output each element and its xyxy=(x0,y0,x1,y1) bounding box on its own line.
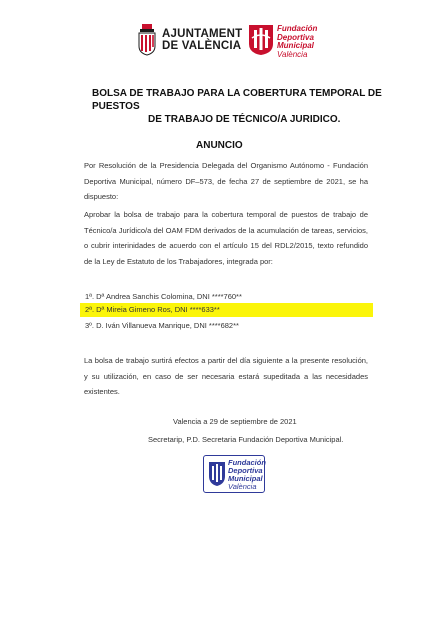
title-line-2: DE TRABAJO DE TÉCNICO/A JURIDICO. xyxy=(148,114,341,125)
stamp-line-3: Municipal xyxy=(228,474,263,483)
fdm-line-4: València xyxy=(277,49,308,59)
valencia-coat-of-arms-icon xyxy=(136,24,158,56)
document-date: Valencia a 29 de septiembre de 2021 xyxy=(173,417,297,426)
intro-paragraph: Por Resolución de la Presidencia Delegada del Organismo Autónomo - Fundación Deportiva Municipal, número DF–573, de fecha 27 de septiembre de 2021, se ha dispuesto: xyxy=(84,161,368,201)
anuncio-heading: ANUNCIO xyxy=(196,140,243,151)
fdm-line-1: Fundación xyxy=(277,24,318,33)
ajuntament-logo xyxy=(136,23,243,57)
ajuntament-line-1: AJUNTAMENT xyxy=(162,28,243,40)
list-item: 3º. D. Iván Villanueva Manrique, DNI ****682** xyxy=(85,321,239,330)
fdm-line-3: Municipal xyxy=(277,41,314,51)
fdm-stamp-emblem-icon xyxy=(208,461,226,487)
signatory-line: Secretarip, P.D. Secretaria Fundación Deportiva Municipal. xyxy=(148,435,344,444)
stamp-line-4: València xyxy=(228,482,257,491)
fdm-line-2: Deportiva xyxy=(277,32,314,42)
stamp-line-2: Deportiva xyxy=(228,466,263,475)
title-line-1: BOLSA DE TRABAJO PARA LA COBERTURA TEMPORAL DE PUESTOS xyxy=(92,88,382,112)
list-item-highlighted: 2ª. Dª Mireia Gimeno Ros, DNI ****633** xyxy=(85,305,220,314)
list-item: 1ª. Dª Andrea Sanchis Colomina, DNI ****760** xyxy=(85,292,242,301)
stamp-line-1: Fundación xyxy=(228,458,266,467)
document-title xyxy=(92,87,422,126)
ajuntament-line-2: DE VALÈNCIA xyxy=(162,40,242,52)
fdm-stamp xyxy=(203,455,265,493)
body-paragraph: Aprobar la bolsa de trabajo para la cobertura temporal de puestos de trabajo de Técnico/a Jurídico/a del OAM FDM derivados de la acumulación de tareas, servicios, o cubrir interinidades de acuerdo con el artículo 15 del RDL2/2015, texto refundido de la Ley de Estatuto de los Trabajadores, integrada por: xyxy=(84,210,368,266)
fdm-emblem-icon xyxy=(248,24,274,56)
effects-paragraph: La bolsa de trabajo surtirá efectos a partir del día siguiente a la presente resolución, y su utilización, en caso de ser necesaria estará supeditada a las necesidades existentes. xyxy=(84,356,368,396)
fdm-logo xyxy=(248,23,328,59)
